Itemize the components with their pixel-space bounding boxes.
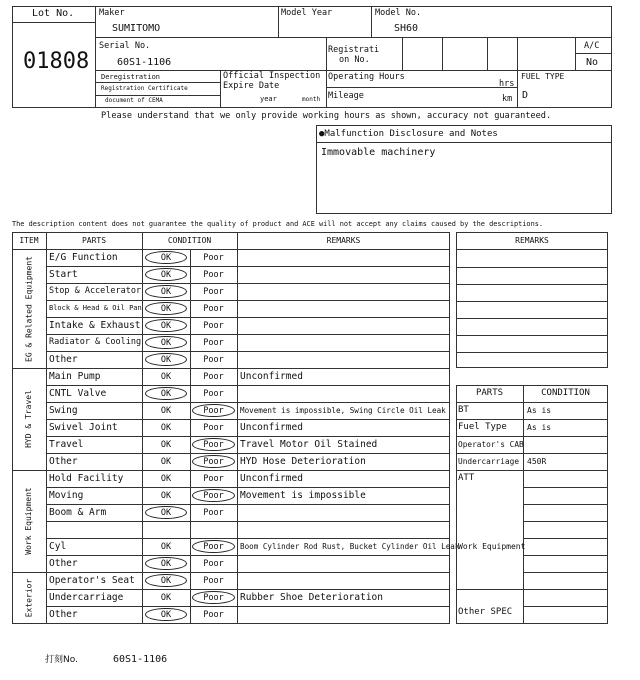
poor-label: Poor (203, 592, 224, 603)
poor-selected-mark (192, 404, 235, 417)
hrs-label: hrs (499, 79, 515, 89)
ok-label: OK (160, 473, 172, 484)
header-remarks: REMARKS (326, 236, 361, 245)
parts-table-header-parts: PARTS (475, 388, 504, 398)
lot-number: 01808 (23, 49, 90, 74)
fuel-type-label: FUEL TYPE (521, 72, 565, 81)
row-part: Intake & Exhaust (49, 319, 141, 331)
ok-label: OK (160, 592, 172, 603)
other-spec-label: Other SPEC (458, 607, 513, 617)
poor-label: Poor (203, 473, 224, 484)
parts-row-condition: As is (527, 405, 552, 415)
row-part: Other (49, 353, 78, 365)
poor-label: Poor (203, 609, 224, 620)
registration-label: Registrati (328, 45, 380, 55)
maker-value: SUMITOMO (112, 23, 161, 34)
poor-selected-mark (192, 438, 235, 451)
ok-selected-mark (145, 506, 187, 519)
poor-label: Poor (203, 320, 224, 331)
ok-selected-mark (145, 251, 187, 264)
ok-label: OK (160, 388, 172, 399)
km-label: km (502, 94, 513, 104)
row-remark: Movement is impossible, Swing Circle Oil Leak (240, 405, 446, 415)
poor-selected-mark (192, 591, 235, 604)
malfunction-text: Immovable machinery (321, 147, 436, 158)
lot-label: Lot No. (32, 8, 75, 19)
table-row (46, 266, 450, 283)
poor-label: Poor (203, 439, 224, 450)
row-part: Boom & Arm (49, 506, 107, 518)
reg-certificate-label: Registration Certificate (101, 85, 188, 92)
row-part: Moving (49, 489, 84, 501)
ok-label: OK (160, 354, 172, 365)
op-hours-label: Operating Hours (328, 72, 405, 82)
row-part: Operator's Seat (49, 574, 135, 586)
row-part: Radiator & Cooling (49, 337, 142, 348)
poor-label: Poor (203, 337, 224, 348)
poor-label: Poor (203, 371, 224, 382)
row-part: Other (49, 455, 78, 467)
att-label: ATT (458, 473, 475, 483)
group-label: Exterior (24, 578, 33, 617)
ok-selected-mark (145, 387, 187, 400)
row-part: Main Pump (49, 370, 101, 382)
parts-row-part: Operator's CAB (458, 439, 524, 449)
right-remarks-box (456, 232, 608, 368)
poor-selected-mark (192, 540, 235, 553)
row-part: CNTL Valve (49, 387, 107, 399)
table-row (46, 385, 450, 402)
row-remark: Unconfirmed (240, 472, 303, 484)
ok-label: OK (160, 507, 172, 518)
ok-label: OK (160, 371, 172, 382)
parts-row-condition: As is (527, 422, 552, 432)
poor-label: Poor (203, 575, 224, 586)
ok-selected-mark (145, 353, 187, 366)
model-no-label: Model No. (375, 8, 422, 18)
mileage-label: Mileage (328, 91, 364, 101)
row-part: Travel (49, 438, 84, 450)
row-part: Swing (49, 404, 78, 416)
poor-label: Poor (203, 252, 224, 263)
table-row (46, 504, 450, 521)
table-row (46, 606, 450, 623)
row-remark: Unconfirmed (240, 370, 303, 382)
poor-label: Poor (203, 507, 224, 518)
row-remark: Rubber Shoe Deterioration (240, 591, 383, 603)
stamp-value: 60S1-1106 (113, 654, 168, 665)
model-no-value: SH60 (394, 23, 419, 34)
ok-label: OK (160, 422, 172, 433)
row-part: Other (49, 608, 78, 620)
ok-selected-mark (145, 608, 187, 621)
row-part: Start (49, 268, 78, 280)
row-remark: Boom Cylinder Rod Rust, Bucket Cylinder Oil Leak (240, 541, 460, 551)
ok-label: OK (160, 439, 172, 450)
table-row (46, 351, 450, 368)
row-part: Cyl (49, 540, 67, 552)
parts-table-header-condition: CONDITION (541, 388, 590, 398)
header-condition: CONDITION (167, 236, 212, 245)
row-remark: HYD Hose Deterioration (240, 455, 366, 467)
poor-label: Poor (203, 388, 224, 399)
header-parts: PARTS (81, 236, 107, 245)
ok-selected-mark (145, 268, 187, 281)
ok-label: OK (160, 286, 172, 297)
row-part: Undercarriage (49, 591, 124, 603)
ok-selected-mark (145, 319, 187, 332)
serial-value: 60S1-1106 (117, 57, 172, 68)
ok-selected-mark (145, 574, 187, 587)
disclaimer: The description content does not guarantee the quality of product and ACE will not accept any claims caused by the descriptions. (12, 220, 544, 228)
ok-label: OK (160, 541, 172, 552)
right-remarks-header: REMARKS (515, 236, 549, 245)
group-label: Work Equipment (24, 487, 33, 555)
parts-row-condition: 450R (527, 456, 547, 466)
ok-label: OK (160, 609, 172, 620)
poor-selected-mark (192, 489, 235, 502)
parts-row-part: BT (458, 405, 469, 415)
ok-label: OK (160, 456, 172, 467)
work-equipment-label: Work Equipment (458, 542, 526, 551)
row-part: Block & Head & Oil Pan (49, 304, 142, 312)
row-remark: Unconfirmed (240, 421, 303, 433)
poor-selected-mark (192, 455, 235, 468)
inspection-label-2: Expire Date (223, 81, 280, 91)
poor-label: Poor (203, 558, 224, 569)
poor-label: Poor (203, 303, 224, 314)
header-item: ITEM (19, 236, 39, 245)
hours-notice: Please understand that we only provide working hours as shown, accuracy not guaranteed. (101, 111, 552, 121)
poor-label: Poor (203, 422, 224, 433)
row-remark: Travel Motor Oil Stained (240, 438, 378, 450)
month-label: month (302, 96, 321, 103)
group-label: EG & Related Equipment (24, 255, 33, 362)
poor-label: Poor (203, 541, 224, 552)
ok-selected-mark (145, 285, 187, 298)
row-part: Swivel Joint (49, 421, 118, 433)
poor-label: Poor (203, 405, 224, 416)
ok-label: OK (160, 320, 172, 331)
row-part: Other (49, 557, 78, 569)
group-label: HYD & Travel (24, 390, 33, 448)
model-year-label: Model Year (281, 8, 333, 18)
poor-label: Poor (203, 269, 224, 280)
ok-label: OK (160, 269, 172, 280)
deregistration-label: Deregistration (101, 73, 161, 81)
stamp-label: 打刻No. (45, 655, 78, 665)
cema-label: document of CEMA (105, 97, 163, 104)
ok-selected-mark (145, 557, 187, 570)
table-row (46, 521, 450, 538)
ok-label: OK (160, 252, 172, 263)
ok-selected-mark (145, 302, 187, 315)
ok-label: OK (160, 575, 172, 586)
row-part: Hold Facility (49, 472, 124, 484)
serial-label: Serial No. (99, 41, 151, 51)
parts-row-part: Fuel Type (458, 422, 507, 432)
malfunction-title: ●Malfunction Disclosure and Notes (319, 129, 498, 139)
maker-label: Maker (99, 8, 125, 18)
row-part: E/G Function (49, 251, 118, 263)
ok-label: OK (160, 337, 172, 348)
ac-value: No (586, 57, 599, 68)
poor-label: Poor (203, 286, 224, 297)
registration-label-2: on No. (339, 55, 370, 65)
ok-label: OK (160, 303, 172, 314)
table-row (46, 555, 450, 572)
poor-label: Poor (203, 490, 224, 501)
ok-label: OK (160, 558, 172, 569)
poor-label: Poor (203, 456, 224, 467)
inspection-label: Official Inspection (223, 71, 321, 81)
row-part: Stop & Accelerator (49, 286, 142, 297)
poor-label: Poor (203, 354, 224, 365)
ok-selected-mark (145, 336, 187, 349)
row-remark: Movement is impossible (240, 489, 366, 501)
fuel-type-value: D (522, 90, 529, 101)
ok-label: OK (160, 405, 172, 416)
year-label: year (260, 95, 277, 103)
ac-label: A/C (584, 41, 600, 51)
ok-label: OK (160, 490, 172, 501)
parts-row-part: Undercarriage (458, 456, 520, 466)
